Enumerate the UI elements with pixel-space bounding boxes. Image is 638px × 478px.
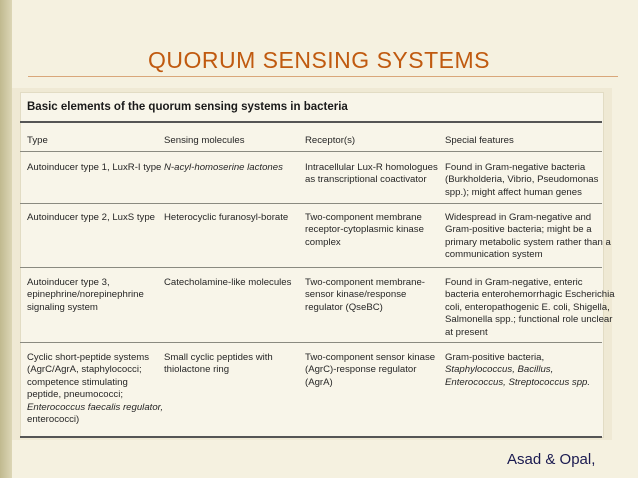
header-receptors: Receptor(s) [305, 135, 356, 146]
header-bottom-rule [20, 151, 602, 152]
table-title: Basic elements of the quorum sensing systems in bacteria [27, 101, 348, 113]
row2-type: Autoinducer type 2, LuxS type [27, 212, 155, 223]
row-divider [20, 267, 602, 268]
row3-receptor: Two-component membrane- sensor kinase/response regulator (QseBC) [305, 277, 425, 313]
header-type: Type [27, 135, 48, 146]
row-divider [20, 342, 602, 343]
table-bottom-rule [20, 436, 602, 438]
row4-receptor: Two-component sensor kinase (AgrC)-response regulator (AgrA) [305, 352, 436, 388]
row2-sensing: Heterocyclic furanosyl-borate [164, 212, 289, 223]
row3-features: Found in Gram-negative, enteric bacteria enterohemorrhagic Escherichia coli, enteropathogenic E. coli, Shigella, Salmonella spp.; functional role unclear at present [445, 277, 615, 338]
row1-features: Found in Gram-negative bacteria (Burkholderia, Vibrio, Pseudomonas spp.); might affect human genes [445, 162, 599, 198]
row4-type: Cyclic short-peptide systems (AgrC/AgrA, staphylococci; competence stimulating peptide, pneumococci; Enterococcus faecalis regulator, enterococci) [27, 352, 163, 426]
row1-receptor: Intracellular Lux-R homologues as transcriptional coactivator [305, 162, 438, 186]
row3-sensing: Catecholamine-like molecules [164, 277, 292, 288]
row1-sensing: N-acyl-homoserine lactones [164, 162, 283, 173]
row4-sensing: Small cyclic peptides with thiolactone ring [164, 352, 273, 376]
row-divider [20, 203, 602, 204]
row1-type: Autoinducer type 1, LuxR-I type [27, 162, 162, 173]
row2-features: Widespread in Gram-negative and Gram-positive bacteria; might be a primary metabolic system rather than a communication system [445, 212, 611, 261]
row3-type: Autoinducer type 3, epinephrine/norepinephrine signaling system [27, 277, 144, 313]
header-special-features: Special features [445, 135, 514, 146]
title-underline [28, 76, 618, 77]
header-sensing-molecules: Sensing molecules [164, 135, 245, 146]
table-top-rule [20, 121, 602, 123]
citation: Asad & Opal, [507, 451, 596, 468]
slide-title: QUORUM SENSING SYSTEMS [148, 47, 490, 73]
row4-features: Gram-positive bacteria, Staphylococcus, Bacillus, Enterococcus, Streptococcus spp. [445, 352, 591, 388]
row2-receptor: Two-component membrane receptor-cytoplasmic kinase complex [305, 212, 424, 248]
